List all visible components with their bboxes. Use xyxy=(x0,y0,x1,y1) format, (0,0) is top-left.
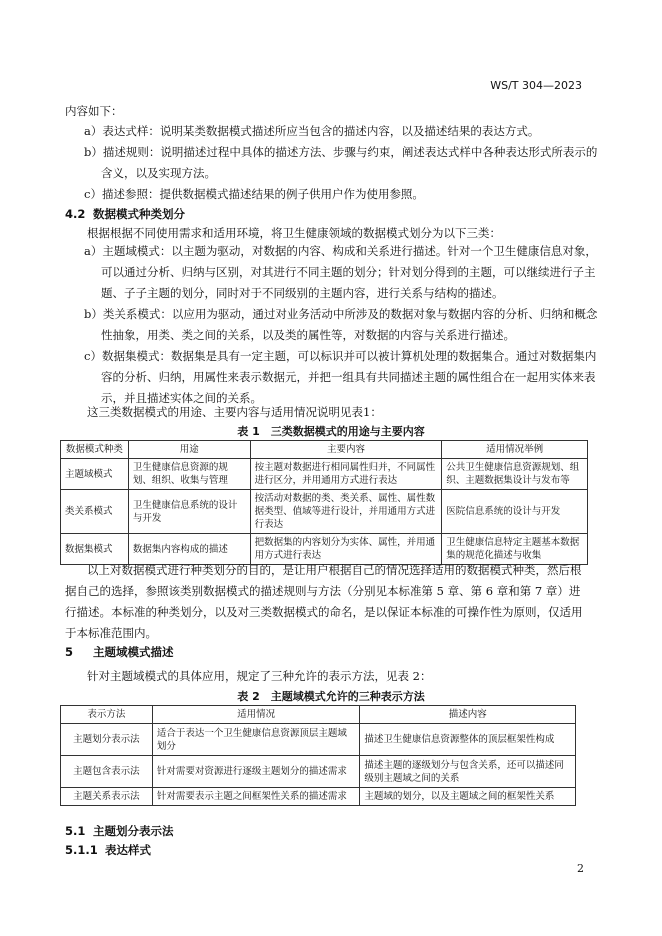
table-row xyxy=(61,756,576,788)
document-code: WS/T 304—2023 xyxy=(490,79,582,92)
section-number: 5 xyxy=(65,645,74,659)
table-cell: 卫生健康信息资源的规划、组织、收集与管理 xyxy=(128,459,250,490)
table2 xyxy=(60,705,576,806)
table-cell: 主题关系表示法 xyxy=(61,788,153,806)
table-cell: 主题域模式 xyxy=(61,459,129,490)
section-title: 数据模式种类划分 xyxy=(93,207,185,221)
table-cell: 卫生健康信息特定主题基本数据集的规范化描述与收集 xyxy=(442,534,588,565)
section-title: 主题域模式描述 xyxy=(93,645,174,659)
table-row xyxy=(61,788,576,806)
section-heading-5-1 xyxy=(65,823,174,839)
list-item-a3: c）描述参照：提供数据模式描述结果的例子供用户作为使用参照。 xyxy=(84,187,424,201)
table-cell: 按主题对数据进行相同属性归并，不同属性进行区分，并用通用方式进行表达 xyxy=(250,459,442,490)
list-item-b2: b）类关系模式：以应用为驱动，通过对业务活动中所涉及的数据对象与数据内容的分析、归纳和概念性抽象，用类、类之间的关系，以及类的属性等，对数据的内容与关系进行描述。 xyxy=(84,307,598,342)
page-number: 2 xyxy=(577,862,584,875)
table-cell: 按活动对数据的类、类关系、属性、属性数据类型、值域等进行设计，并用通用方式进行表达 xyxy=(250,490,442,534)
paragraph-4-2: 根据根据不同使用需求和适用环境，将卫生健康领域的数据模式划分为以下三类： xyxy=(87,226,501,240)
table-cell: 适合于表达一个卫生健康信息资源顶层主题域划分 xyxy=(152,724,360,756)
table1-caption: 表 1 三类数据模式的用途与主要内容 xyxy=(237,425,425,438)
table-cell: 描述卫生健康信息资源整体的顶层框架性构成 xyxy=(360,724,576,756)
table-cell: 主题划分表示法 xyxy=(61,724,153,756)
section-number: 5.1.1 xyxy=(65,843,98,857)
table-cell: 针对需要表示主题之间框架性关系的描述需求 xyxy=(152,788,360,806)
section-number: 4.2 xyxy=(65,207,86,221)
section-title: 主题划分表示法 xyxy=(93,824,174,838)
table-cell: 数据集模式 xyxy=(61,534,129,565)
section-heading-4-2 xyxy=(65,206,185,222)
table-row xyxy=(61,490,588,534)
paragraph-after-table1: 以上对数据模式进行种类划分的目的，是让用户根据自己的情况选择适用的数据模式种类，然后根据自己的选择，参照该类别数据模式的描述规则与方法（分别见本标准第 5 章、第 6 章和第 7 章）进行描述。本标准的种类划分，以及对三类数据模式的命名，是以保证本标准的可操作性为原则，仅适用于本标准范围内。 xyxy=(65,563,583,640)
table-header-cell: 描述内容 xyxy=(360,706,576,724)
list-item-b1: a）主题域模式：以主题为驱动，对数据的内容、构成和关系进行描述。针对一个卫生健康信息对象，可以通过分析、归纳与区别，对其进行不同主题的划分；针对划分得到的主题，可以继续进行子主题、子子主题的划分，同时对于不同级别的主题内容，进行关系与结构的描述。 xyxy=(84,244,597,300)
table2-caption: 表 2 主题域模式允许的三种表示方法 xyxy=(237,690,425,703)
table-cell: 描述主题的逐级划分与包含关系，还可以描述同级别主题域之间的关系 xyxy=(360,756,576,788)
table-header-row xyxy=(61,706,576,724)
table-header-cell: 适用情况 xyxy=(152,706,360,724)
paragraph-table1-intro: 这三类数据模式的用途、主要内容与适用情况说明见表1： xyxy=(87,405,382,419)
list-item-b3: c）数据集模式：数据集是具有一定主题，可以标识并可以被计算机处理的数据集合。通过对数据集内容的分析、归纳，用属性来表示数据元，并把一组具有共同描述主题的属性组合在一起用实体来表示，并且描述实体之间的关系。 xyxy=(84,349,597,405)
table-row xyxy=(61,459,588,490)
table-cell: 把数据集的内容划分为实体、属性，并用通用方式进行表达 xyxy=(250,534,442,565)
list-item-a2: b）描述规则：说明描述过程中具体的描述方法、步骤与约束，阐述表达式样中各种表达形式所表示的含义，以及实现方法。 xyxy=(84,145,598,180)
table1 xyxy=(60,440,588,565)
section-heading-5 xyxy=(65,644,174,660)
table-cell: 针对需要对资源进行逐级主题划分的描述需求 xyxy=(152,756,360,788)
table-header-row xyxy=(61,441,588,459)
table-cell: 公共卫生健康信息资源规划、组织、主题数据集设计与发布等 xyxy=(442,459,588,490)
table-cell: 数据集内容构成的描述 xyxy=(128,534,250,565)
section-number: 5.1 xyxy=(65,824,86,838)
section-heading-5-1-1 xyxy=(65,842,151,858)
table-header-cell: 表示方法 xyxy=(61,706,153,724)
table-cell: 主题域的划分，以及主题域之间的框架性关系 xyxy=(360,788,576,806)
list-item-a1: a）表达式样：说明某类数据模式描述所应当包含的描述内容，以及描述结果的表达方式。 xyxy=(84,124,540,138)
paragraph-5: 针对主题域模式的具体应用，规定了三种允许的表示方法，见表 2： xyxy=(87,669,432,683)
table-cell: 主题包含表示法 xyxy=(61,756,153,788)
table-cell: 卫生健康信息系统的设计与开发 xyxy=(128,490,250,534)
table-header-cell: 用途 xyxy=(128,441,250,459)
table-header-cell: 数据模式种类 xyxy=(61,441,129,459)
table-header-cell: 适用情况举例 xyxy=(442,441,588,459)
intro-text: 内容如下： xyxy=(65,104,123,118)
table-header-cell: 主要内容 xyxy=(250,441,442,459)
section-title: 表达样式 xyxy=(105,843,151,857)
table-row xyxy=(61,724,576,756)
table-cell: 类关系模式 xyxy=(61,490,129,534)
table-cell: 医院信息系统的设计与开发 xyxy=(442,490,588,534)
